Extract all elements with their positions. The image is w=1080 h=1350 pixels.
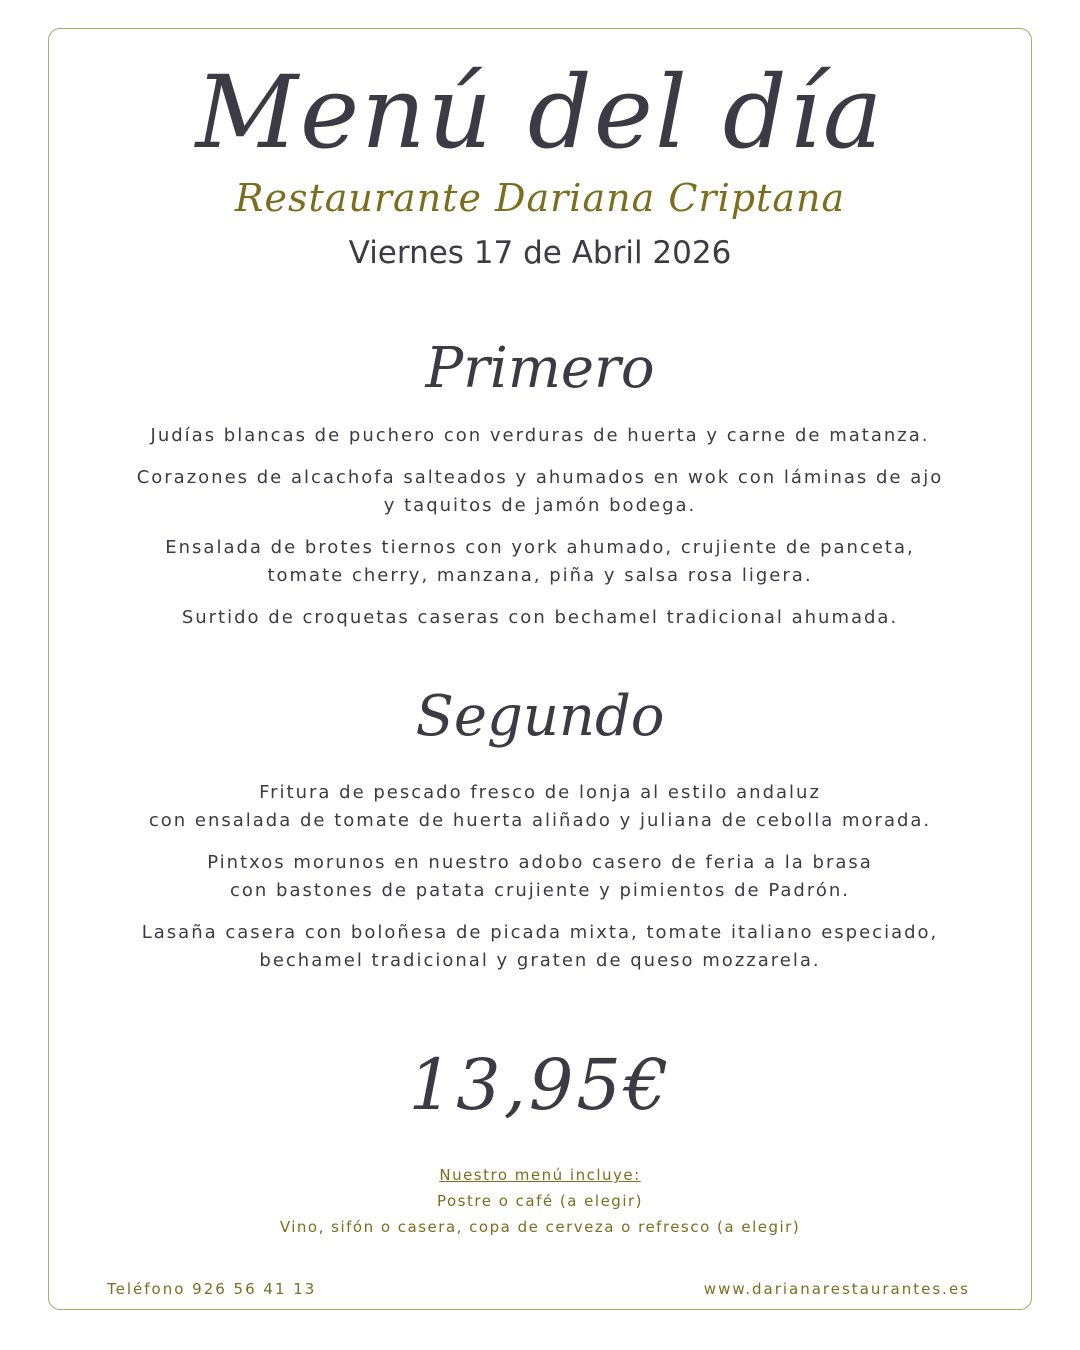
footer-website: www.darianarestaurantes.es — [703, 1280, 970, 1298]
dish-line: bechamel tradicional y graten de queso mozzarela. — [259, 950, 821, 971]
dish-list-primero — [0, 422, 1080, 646]
dish-line: Judías blancas de puchero con verduras de huerta y carne de matanza. — [150, 425, 930, 446]
section-title-primero: Primero — [425, 336, 655, 401]
dish-item — [0, 534, 1080, 590]
footer-phone: Teléfono 926 56 41 13 — [107, 1280, 317, 1298]
menu-title: Menú del día — [195, 54, 885, 171]
includes-item: Vino, sifón o casera, copa de cerveza o refresco (a elegir) — [279, 1218, 801, 1236]
dish-line: Surtido de croquetas caseras con bechamel tradicional ahumada. — [181, 607, 899, 628]
dish-list-segundo — [0, 779, 1080, 989]
dish-line: Fritura de pescado fresco de lonja al estilo andaluz — [259, 782, 821, 803]
dish-item — [0, 779, 1080, 835]
includes-heading: Nuestro menú incluye: — [439, 1166, 641, 1184]
dish-item — [0, 422, 1080, 450]
menu-price: 13,95€ — [408, 1044, 672, 1126]
dish-line: tomate cherry, manzana, piña y salsa rosa ligera. — [267, 565, 813, 586]
dish-line: Corazones de alcachofa salteados y ahumados en wok con láminas de ajo — [136, 467, 944, 488]
dish-item — [0, 604, 1080, 632]
dish-item — [0, 919, 1080, 975]
menu-includes — [0, 1162, 1080, 1240]
menu-date: Viernes 17 de Abril 2026 — [348, 235, 732, 271]
section-title-segundo: Segundo — [415, 684, 665, 749]
dish-item — [0, 464, 1080, 520]
dish-line: Ensalada de brotes tiernos con york ahumado, crujiente de panceta, — [165, 537, 915, 558]
dish-line: con ensalada de tomate de huerta aliñado y juliana de cebolla morada. — [148, 810, 932, 831]
restaurant-name: Restaurante Dariana Criptana — [234, 176, 846, 220]
dish-line: con bastones de patata crujiente y pimientos de Padrón. — [229, 880, 850, 901]
includes-item: Postre o café (a elegir) — [436, 1192, 644, 1210]
dish-line: y taquitos de jamón bodega. — [383, 495, 697, 516]
dish-line: Lasaña casera con boloñesa de picada mixta, tomate italiano especiado, — [141, 922, 939, 943]
dish-item — [0, 849, 1080, 905]
dish-line: Pintxos morunos en nuestro adobo casero de feria a la brasa — [207, 852, 873, 873]
